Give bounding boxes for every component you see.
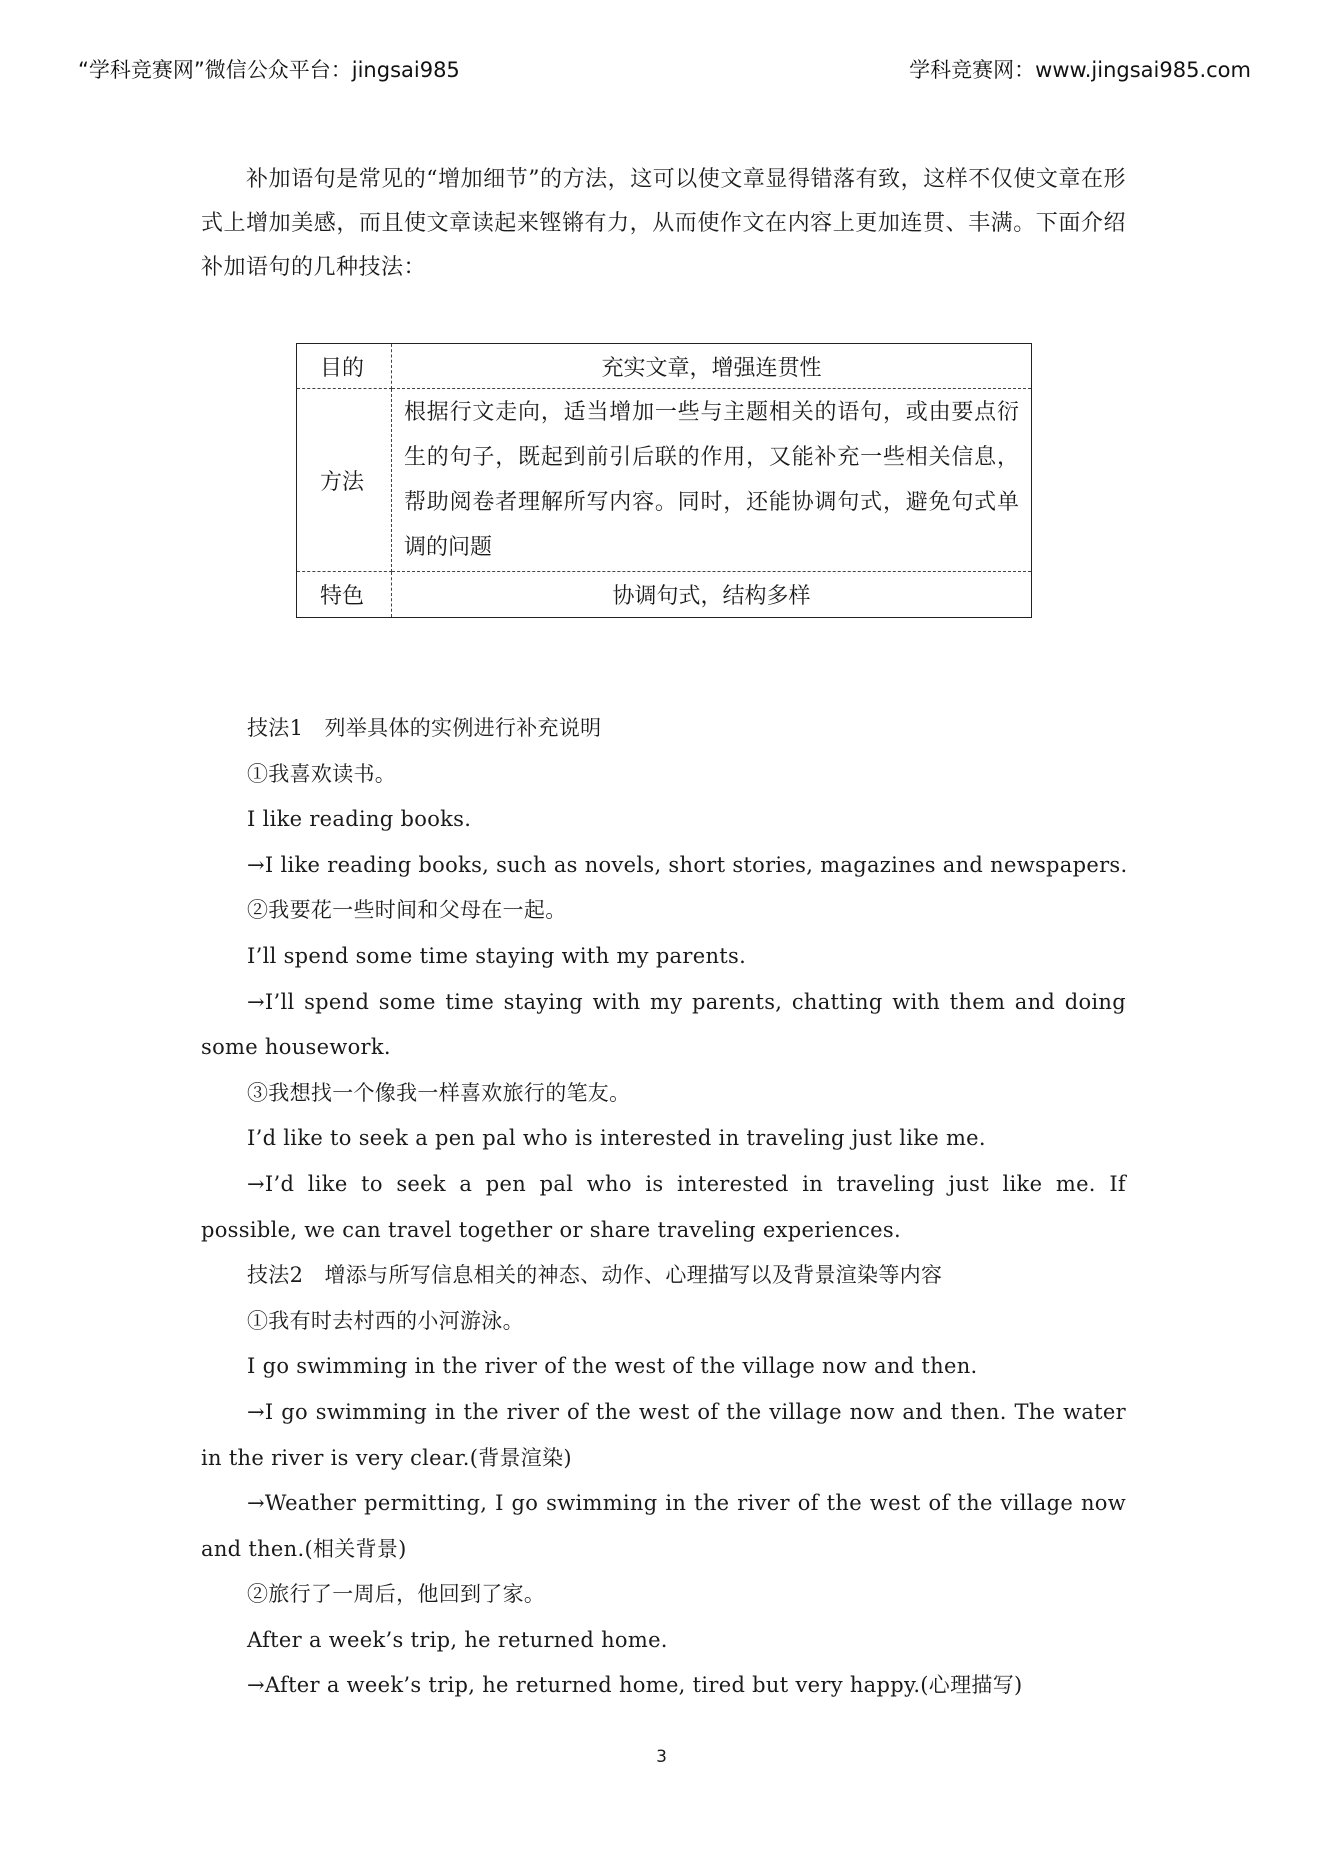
table-cell: 协调句式，结构多样 bbox=[612, 584, 811, 609]
example-improved: →I go swimming in the river of the west of the village now and then. The water bbox=[247, 1399, 1126, 1424]
example-english: I go swimming in the river of the west of the village now and then. bbox=[247, 1354, 978, 1379]
header-left-text: “学科竞赛网”微信公众平台：jingsai985 bbox=[78, 58, 460, 82]
example-improved-cont: in the river is very clear.(背景渲染) bbox=[201, 1445, 572, 1470]
table-cell: 根据行文走向，适当增加一些与主题相关的语句，或由要点衍生的句子，既起到前引后联的作用，又能补充一些相关信息，帮助阅卷者理解所写内容。同时，还能协调句式，避免句式单调的问题 bbox=[392, 389, 1032, 572]
summary-table-wrapper bbox=[296, 343, 1032, 618]
example-chinese: ②旅行了一周后，他回到了家。 bbox=[247, 1582, 546, 1607]
example-improved-cont: possible, we can travel together or share traveling experiences. bbox=[201, 1217, 901, 1242]
example-english: I like reading books. bbox=[247, 807, 472, 832]
table-cell: 充实文章，增强连贯性 bbox=[392, 344, 1032, 389]
example-improved: →I’ll spend some time staying with my parents, chatting with them and doing bbox=[247, 989, 1126, 1014]
table-row bbox=[297, 344, 1032, 389]
example-improved-cont: and then.(相关背景) bbox=[201, 1536, 407, 1561]
example-improved-cont: some housework. bbox=[201, 1035, 391, 1060]
example-improved: →After a week’s trip, he returned home, tired but very happy.(心理描写) bbox=[247, 1673, 1023, 1698]
example-english: I’ll spend some time staying with my parents. bbox=[247, 943, 747, 968]
header-right-text: 学科竞赛网：www.jingsai985.com bbox=[909, 58, 1251, 82]
example-chinese: ①我喜欢读书。 bbox=[247, 761, 397, 786]
technique-heading: 技法1 列举具体的实例进行补充说明 bbox=[247, 716, 602, 740]
intro-section bbox=[201, 158, 1126, 290]
page-number: 3 bbox=[656, 1747, 667, 1767]
technique-heading: 技法2 增添与所写信息相关的神态、动作、心理描写以及背景渲染等内容 bbox=[247, 1263, 943, 1288]
example-improved: →I like reading books, such as novels, short stories, magazines and newspapers. bbox=[247, 852, 1128, 877]
table-label: 特色 bbox=[297, 572, 392, 618]
examples-section bbox=[201, 706, 1126, 1709]
example-chinese: ③我想找一个像我一样喜欢旅行的笔友。 bbox=[247, 1080, 631, 1105]
summary-table bbox=[296, 343, 1032, 618]
example-chinese: ②我要花一些时间和父母在一起。 bbox=[247, 898, 567, 923]
example-improved: →Weather permitting, I go swimming in the river of the west of the village now bbox=[247, 1491, 1126, 1516]
example-english: I’d like to seek a pen pal who is interested in traveling just like me. bbox=[247, 1126, 986, 1151]
table-label: 方法 bbox=[297, 389, 392, 572]
example-improved: →I’d like to seek a pen pal who is interested in traveling just like me. If bbox=[247, 1171, 1126, 1196]
table-row bbox=[297, 389, 1032, 572]
example-english: After a week’s trip, he returned home. bbox=[247, 1627, 668, 1652]
table-row bbox=[297, 572, 1032, 618]
example-chinese: ①我有时去村西的小河游泳。 bbox=[247, 1308, 524, 1333]
intro-paragraph: 补加语句是常见的“增加细节”的方法，这可以使文章显得错落有致，这样不仅使文章在形式上增加美感，而且使文章读起来铿锵有力，从而使作文在内容上更加连贯、丰满。下面介绍补加语句的几种技法： bbox=[201, 167, 1126, 280]
table-label: 目的 bbox=[297, 344, 392, 389]
